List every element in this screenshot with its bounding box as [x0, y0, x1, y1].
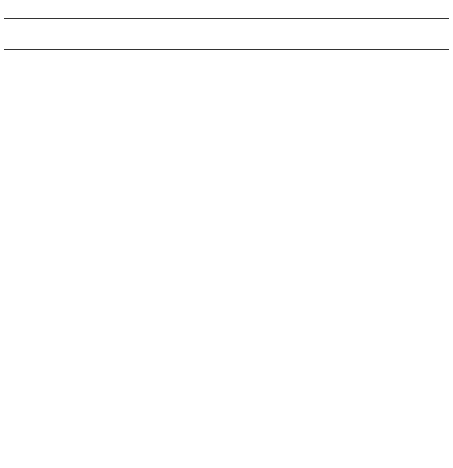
headline [4, 19, 449, 50]
previous-article-tail [4, 0, 449, 19]
article-body [4, 53, 449, 463]
